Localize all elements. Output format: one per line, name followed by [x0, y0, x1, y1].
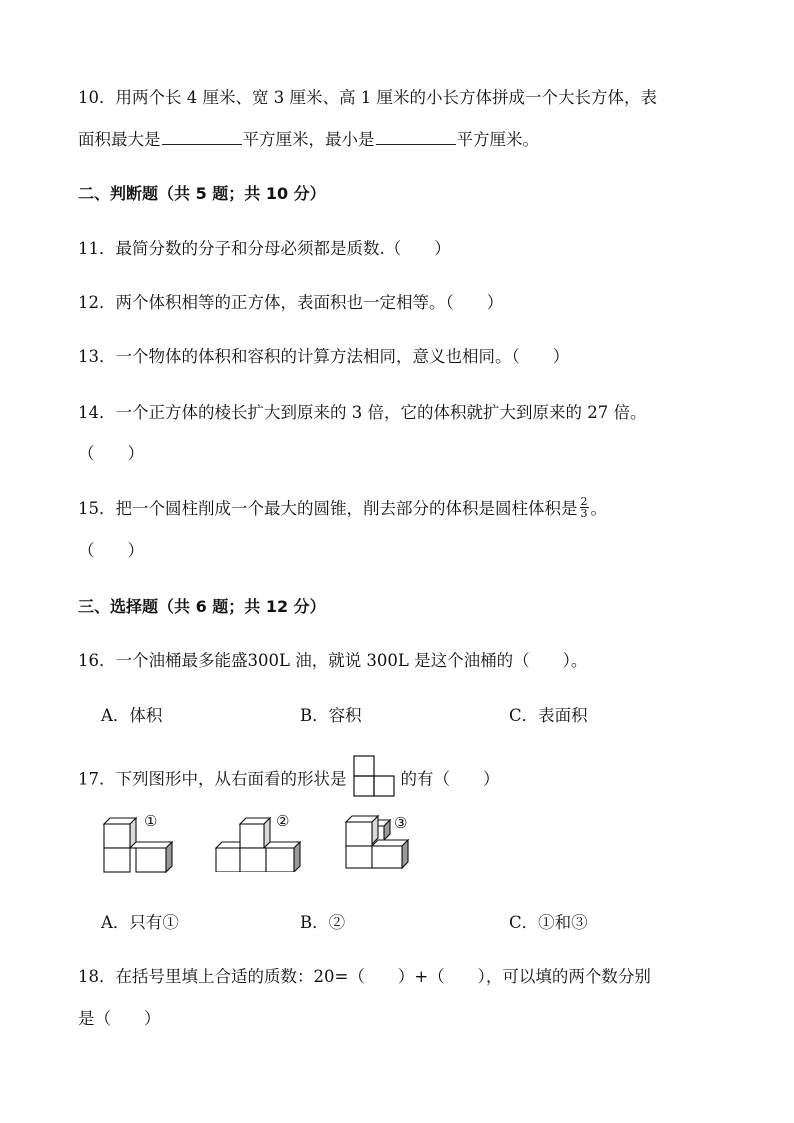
- question-14-answer-bracket: （ ）: [78, 444, 144, 463]
- question-13: 13．一个物体的体积和容积的计算方法相同，意义也相同。（ ）: [78, 347, 570, 366]
- cube-figure-1: [98, 810, 178, 876]
- q16-option-a[interactable]: A．体积: [101, 706, 163, 725]
- question-17-text-b: 的有（ ）: [400, 769, 500, 789]
- question-10-line2: [78, 129, 539, 151]
- question-14-line1: 14．一个正方体的棱长扩大到原来的 3 倍，它的体积就扩大到原来的 27 倍。: [78, 403, 647, 422]
- question-15-line1: [78, 495, 607, 521]
- question-10-text-b: 平方厘米，最小是: [242, 130, 375, 149]
- fraction-denominator: 3: [580, 507, 588, 520]
- q17-option-b[interactable]: B．②: [300, 913, 346, 932]
- question-11: 11．最简分数的分子和分母必须都是质数.（ ）: [78, 239, 451, 258]
- question-10-text-c: 平方厘米。: [456, 130, 539, 149]
- q17-option-a[interactable]: A．只有①: [101, 913, 179, 932]
- fraction-numerator: 2: [580, 495, 588, 508]
- question-12: 12．两个体积相等的正方体，表面积也一定相等。（ ）: [78, 293, 504, 312]
- question-10-line1: 10．用两个长 4 厘米、宽 3 厘米、高 1 厘米的小长方体拼成一个大长方体，表: [78, 88, 657, 107]
- question-15-text: 15．把一个圆柱削成一个最大的圆锥，削去部分的体积是圆柱体积是: [78, 499, 578, 518]
- answer-blank-max[interactable]: [162, 130, 242, 145]
- q16-option-b[interactable]: B．容积: [300, 706, 362, 725]
- figure-1-label: ①: [144, 812, 158, 830]
- fraction-two-thirds: [580, 496, 589, 519]
- question-17-text-a: 17．下列图形中，从右面看的形状是: [78, 769, 347, 789]
- question-18-line2: 是（ ）: [78, 1009, 161, 1028]
- right-view-shape-icon: [353, 755, 395, 797]
- question-15-answer-bracket: （ ）: [78, 541, 144, 560]
- answer-blank-min[interactable]: [376, 130, 456, 145]
- question-15-end: 。: [590, 499, 607, 518]
- figure-2-label: ②: [276, 812, 290, 830]
- q17-option-c[interactable]: C．①和③: [509, 913, 588, 932]
- section-2-heading: 二、判断题（共 5 题；共 10 分）: [78, 184, 326, 203]
- figure-3-label: ③: [394, 814, 408, 832]
- question-18-line1: 18．在括号里填上合适的质数：20=（ ）+（ ），可以填的两个数分别: [78, 967, 651, 986]
- cube-figure-2: [212, 816, 304, 872]
- question-17-line: [78, 759, 500, 801]
- q16-option-c[interactable]: C．表面积: [509, 706, 588, 725]
- question-10-text-a: 面积最大是: [78, 130, 161, 149]
- question-16: 16．一个油桶最多能盛300L 油，就说 300L 是这个油桶的（ ）。: [78, 651, 588, 670]
- section-3-heading: 三、选择题（共 6 题；共 12 分）: [78, 597, 326, 616]
